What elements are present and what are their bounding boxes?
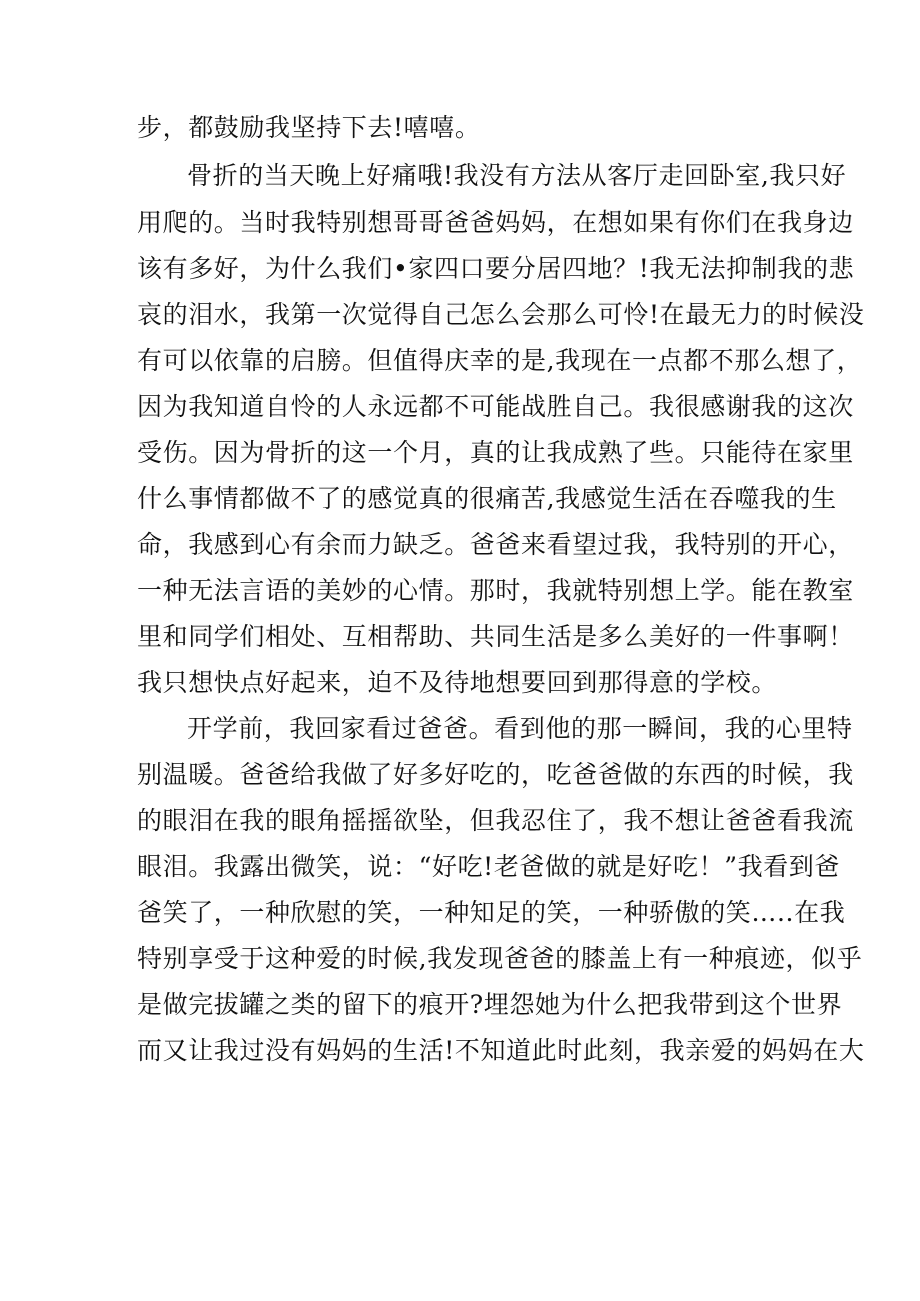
text-line: 该有多好，为什么我们•家四口要分居四地？!我无法抑制我的悲 (137, 254, 855, 283)
paragraph-start-line: 骨折的当天晚上好痛哦!我没有方法从客厅走回卧室,我只好 (187, 161, 847, 190)
text-line: 步，都鼓励我坚持下去!嘻嘻。 (137, 113, 481, 142)
text-line: 而又让我过没有妈妈的生活!不知道此时此刻，我亲爱的妈妈在大 (137, 1036, 865, 1065)
text-line: 是做完拔罐之类的留下的痕开?埋怨她为什么把我带到这个世界 (137, 990, 843, 1019)
text-line: 特别享受于这种爱的时候,我发现爸爸的膝盖上有一种痕迹，似乎 (137, 944, 863, 973)
paragraph-start-line: 开学前，我回家看过爸爸。看到他的那一瞬间，我的心里特 (187, 714, 853, 743)
text-line: 眼泪。我露出微笑，说：“好吃!老爸做的就是好吃！”我看到爸 (137, 852, 841, 881)
text-line: 爸笑了，一种欣慰的笑，一种知足的笑，一种骄傲的笑…..在我 (137, 898, 846, 927)
text-line: 因为我知道自怜的人永远都不可能战胜自己。我很感谢我的这次 (137, 392, 854, 421)
text-line: 的眼泪在我的眼角摇摇欲坠，但我忍住了，我不想让爸爸看我流 (137, 806, 854, 835)
text-line: 用爬的。当时我特别想哥哥爸爸妈妈，在想如果有你们在我身边 (137, 208, 854, 237)
text-line: 受伤。因为骨折的这一个月，真的让我成熟了些。只能待在家里 (137, 438, 854, 467)
text-line: 里和同学们相处、互相帮助、共同生活是多么美好的一件事啊！ (137, 622, 854, 651)
text-line: 命，我感到心有余而力缺乏。爸爸来看望过我，我特别的开心， (137, 530, 854, 559)
text-line: 有可以依靠的启膀。但值得庆幸的是,我现在一点都不那么想了， (137, 346, 863, 375)
text-line: 什么事情都做不了的感觉真的很痛苦,我感觉生活在吞噬我的生 (137, 484, 837, 513)
text-line: 我只想快点好起来，迫不及待地想要回到那得意的学校。 (137, 668, 778, 697)
text-line: 哀的泪水，我第一次觉得自己怎么会那么可怜!在最无力的时候没 (137, 300, 865, 329)
text-line: 一种无法言语的美妙的心情。那时，我就特别想上学。能在教室 (137, 576, 854, 605)
text-line: 别温暖。爸爸给我做了好多好吃的，吃爸爸做的东西的时候，我 (137, 760, 854, 789)
